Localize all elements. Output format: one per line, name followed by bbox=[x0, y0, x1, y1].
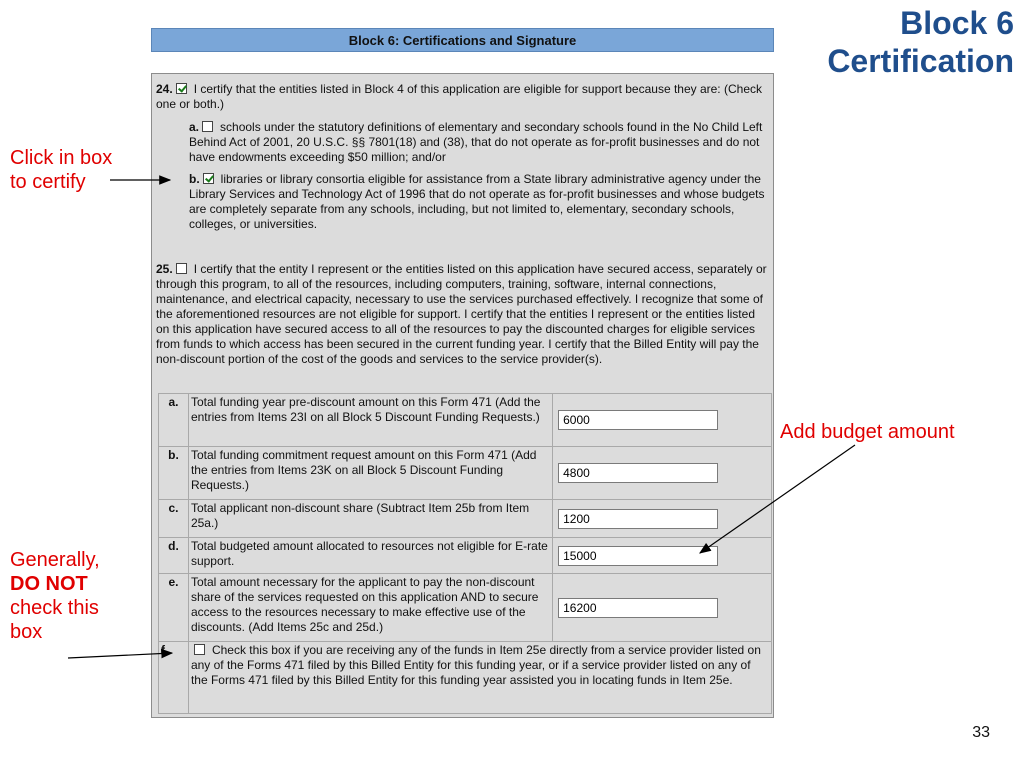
row-description: Total budgeted amount allocated to resources not eligible for E-rate support. bbox=[188, 538, 552, 574]
row-label: e. bbox=[159, 574, 189, 642]
item24a-label: a. bbox=[189, 120, 200, 134]
annotation-donot-line2: DO NOT bbox=[10, 573, 88, 595]
row-f-text: Check this box if you are receiving any of the funds in Item 25e directly from a service provider listed on any of the Forms 471 filed by this Billed Entity for this funding year, or if a service provider listed on any of the Forms 471 filed by this Billed Entity for this funding year assisted you in locating funds in Item 25e. bbox=[190, 643, 761, 687]
item24a-text: schools under the statutory definitions of elementary and secondary schools found in the No Child Left Behind Act of 2001, 20 U.S.C. §§ 7801(18) and (38), that do not operate as for-profit businesses and do not have endowments exceeding $50 million; and/or bbox=[189, 120, 763, 164]
item24b-label: b. bbox=[189, 172, 200, 186]
annotation-budget: Add budget amount bbox=[780, 421, 955, 443]
row-label: c. bbox=[159, 500, 189, 538]
row-description: Total funding year pre-discount amount on this Form 471 (Add the entries from Items 23I on all Block 5 Discount Funding Requests.) bbox=[188, 394, 552, 447]
row-description: Total applicant non-discount share (Subtract Item 25b from Item 25a.) bbox=[188, 500, 552, 538]
row-description: Total funding commitment request amount on this Form 471 (Add the entries from Items 23K on all Block 5 Discount Funding Requests.) bbox=[188, 447, 552, 500]
block-banner: Block 6: Certifications and Signature bbox=[151, 28, 774, 52]
annotation-donot-line4: box bbox=[10, 621, 43, 643]
row-description: Total amount necessary for the applicant to pay the non-discount share of the services requested on this application AND to secure access to the resources necessary to make effective use of the discounts. (Add Items 25c and 25d.) bbox=[188, 574, 552, 642]
row-label: f. bbox=[159, 642, 189, 714]
annotation-donot-line1: Generally, bbox=[10, 549, 100, 571]
item24-text: I certify that the entities listed in Block 4 of this application are eligible for support because they are: (Check one or both.) bbox=[156, 82, 762, 111]
annotation-certify-line1: Click in box bbox=[10, 147, 113, 169]
item24-number: 24. bbox=[156, 82, 173, 96]
item25-text: I certify that the entity I represent or the entities listed on this application have secured access, separately or through this program, to all of the resources, including computers, training, software, internal connections, maintenance, and electrical capacity, necessary to use the services purchased effectively. I recognize that some of the aforementioned resources are not eligible for support. I certify that the entities I represent or the entities listed on this application have secured access to all of the resources to pay the discounted charges for eligible services from funds to which access has been secured in the current funding year. I certify that the Billed Entity will pay the non-discount portion of the cost of the goods and services to the service provider(s). bbox=[156, 262, 767, 366]
slide-title-line1: Block 6 bbox=[900, 5, 1014, 41]
annotation-donot-line3: check this bbox=[10, 597, 99, 619]
row-label: a. bbox=[159, 394, 189, 447]
arrow-budget bbox=[700, 445, 855, 553]
arrow-donot bbox=[68, 653, 172, 658]
page-number: 33 bbox=[972, 724, 990, 741]
slide-title-line2: Certification bbox=[827, 43, 1014, 79]
item24b-text: libraries or library consortia eligible for assistance from a State library administrative agency under the Library Services and Technology Act of 1996 that do not operate as for-profit businesses and whose budgets are completely separate from any schools, including, but not limited to, elementary, secondary schools, colleges, or universities. bbox=[189, 172, 765, 231]
row-label: b. bbox=[159, 447, 189, 500]
annotation-certify-line2: to certify bbox=[10, 171, 86, 193]
row-label: d. bbox=[159, 538, 189, 574]
item25-number: 25. bbox=[156, 262, 173, 276]
